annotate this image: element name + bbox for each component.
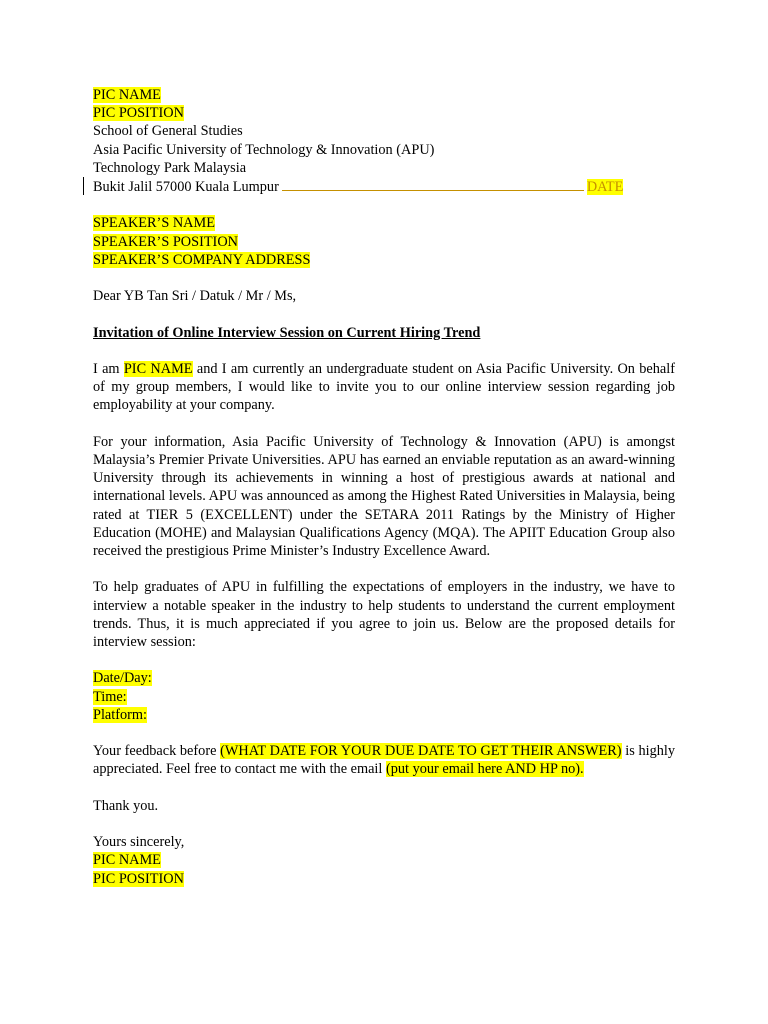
recipient-company-address: SPEAKER’S COMPANY ADDRESS — [93, 251, 311, 268]
text-cursor — [83, 177, 84, 195]
paragraph-about-apu: For your information, Asia Pacific University of Technology & Innovation (APU) is amongst Malaysia’s Premier Private Universities. APU has earned an enviable reputation as an award-winning University through its achievements in winning a host of prestigious awards at national and international levels. APU was announced as among the Highest Rated Universities in Malaysia, being rated at TIER 5 (EXCELLENT) under the SETARA 2011 Ratings by the Ministry of Higher Education (MOHE) and Malaysian Qualifications Agency (MQA). The APIIT Education Group also received the prestigious Prime Minister’s Industry Excellence Award. — [93, 433, 675, 559]
sender-block — [93, 86, 675, 196]
recipient-block — [93, 214, 675, 269]
signature-name: PIC NAME — [93, 852, 161, 869]
spacer — [93, 815, 675, 833]
spacer — [93, 651, 675, 669]
spacer — [93, 269, 675, 287]
date-placeholder: DATE — [586, 179, 624, 196]
recipient-name: SPEAKER’S NAME — [93, 215, 215, 232]
detail-date-day: Date/Day: — [93, 670, 152, 687]
contact-placeholder: (put your email here AND HP no). — [385, 761, 584, 778]
thanks-line: Thank you. — [93, 797, 159, 814]
sender-name: PIC NAME — [93, 87, 161, 103]
spacer — [93, 724, 675, 742]
salutation: Dear YB Tan Sri / Datuk / Mr / Ms, — [93, 288, 297, 305]
paragraph-intro-rest: and I am currently an undergraduate student on Asia Pacific University. On behalf of my group members, I would like to invite you to our online interview session regarding job employability at your company. — [93, 360, 675, 414]
sender-institution: Asia Pacific University of Technology & Innovation (APU) — [93, 141, 435, 158]
recipient-position: SPEAKER’S POSITION — [93, 233, 238, 250]
letter-body — [93, 86, 675, 888]
sender-address: Bukit Jalil 57000 Kuala Lumpur — [93, 179, 279, 196]
feedback-middle: is highly appreciated. Feel free to contact me with the email — [93, 743, 675, 778]
sender-position: PIC POSITION — [93, 105, 184, 122]
feedback-start: Your feedback before — [93, 743, 221, 760]
sender-location: Technology Park Malaysia — [93, 159, 247, 176]
due-date-placeholder: (WHAT DATE FOR YOUR DUE DATE TO GET THEIR ANSWER) — [220, 743, 622, 760]
detail-time: Time: — [93, 688, 127, 705]
spacer — [93, 305, 675, 323]
spacer — [93, 779, 675, 797]
date-underline — [282, 177, 584, 191]
spacer — [93, 415, 675, 433]
sender-department: School of General Studies — [93, 123, 243, 140]
sender-address-line — [93, 177, 675, 196]
spacer — [93, 196, 675, 214]
session-details — [93, 669, 675, 724]
paragraph-intro — [93, 360, 675, 415]
closing-line: Yours sincerely, — [93, 834, 185, 851]
spacer — [93, 342, 675, 360]
subject-line: Invitation of Online Interview Session on Current Hiring Trend — [93, 324, 481, 341]
detail-platform: Platform: — [93, 706, 148, 723]
paragraph-intro-start: I am — [93, 360, 124, 377]
paragraph-feedback — [93, 742, 675, 778]
signature-position: PIC POSITION — [93, 870, 184, 887]
pic-name-inline: PIC NAME — [123, 360, 193, 377]
paragraph-purpose: To help graduates of APU in fulfilling the expectations of employers in the industry, we have to interview a notable speaker in the industry to help students to understand the current employment trends. Thus, it is much appreciated if you agree to join us. Below are the proposed details for interview session: — [93, 579, 675, 650]
spacer — [93, 560, 675, 578]
